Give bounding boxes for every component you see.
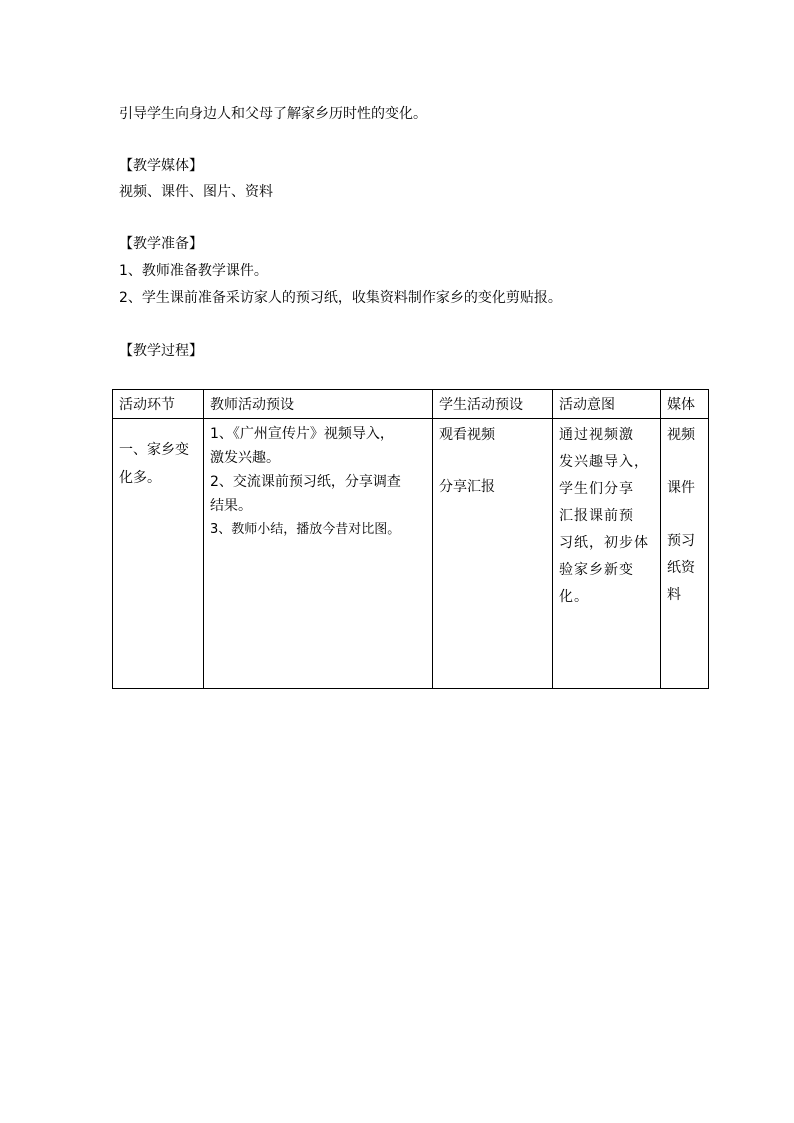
media-heading: 【教学媒体】 [119, 158, 203, 174]
intent-line: 汇报课前预 [559, 508, 634, 524]
intro-text: 引导学生向身边人和父母了解家乡历时性的变化。 [119, 106, 427, 122]
teacher-line: 1、《广州宣传片》视频导入， [210, 426, 394, 442]
student-item: 观看视频 [439, 427, 495, 443]
cell-student-activity [433, 419, 553, 689]
prep-heading: 【教学准备】 [119, 236, 203, 252]
table-row [113, 419, 709, 689]
media-item: 视频 [667, 427, 695, 443]
teacher-line: 3、教师小结，播放今昔对比图。 [210, 522, 401, 537]
media-item: 纸资 [667, 560, 695, 576]
intent-line: 通过视频激 [559, 427, 634, 443]
stage-line: 一、家乡变 [119, 442, 189, 458]
prep-item-1: 1、教师准备教学课件。 [119, 263, 268, 279]
intent-line: 学生们分享 [559, 481, 634, 497]
intent-line: 化。 [559, 589, 589, 605]
header-teacher-activity: 教师活动预设 [204, 390, 433, 419]
header-student-activity: 学生活动预设 [433, 390, 553, 419]
media-item: 预习 [667, 533, 695, 549]
student-item: 分享汇报 [439, 479, 495, 495]
intent-line: 发兴趣导入， [559, 454, 649, 470]
table-header-row [113, 390, 709, 419]
media-item: 课件 [667, 480, 695, 496]
intent-line: 验家乡新变 [559, 562, 634, 578]
process-heading: 【教学过程】 [119, 343, 203, 359]
header-activity-intent: 活动意图 [553, 390, 661, 419]
header-activity-stage: 活动环节 [113, 390, 204, 419]
cell-stage [113, 419, 204, 689]
prep-item-2: 2、学生课前准备采访家人的预习纸，收集资料制作家乡的变化剪贴报。 [119, 290, 562, 306]
stage-line: 化多。 [119, 470, 161, 486]
cell-teacher-activity [204, 419, 433, 689]
cell-activity-intent [553, 419, 661, 689]
process-table [112, 389, 709, 689]
teacher-line: 激发兴趣。 [210, 450, 280, 466]
cell-media [661, 419, 709, 689]
media-item: 料 [667, 587, 681, 603]
media-content: 视频、课件、图片、资料 [119, 184, 273, 200]
intent-line: 习纸，初步体 [559, 535, 649, 551]
teacher-line: 2、交流课前预习纸，分享调查 [210, 474, 401, 490]
header-media: 媒体 [661, 390, 709, 419]
teacher-line: 结果。 [210, 498, 252, 514]
